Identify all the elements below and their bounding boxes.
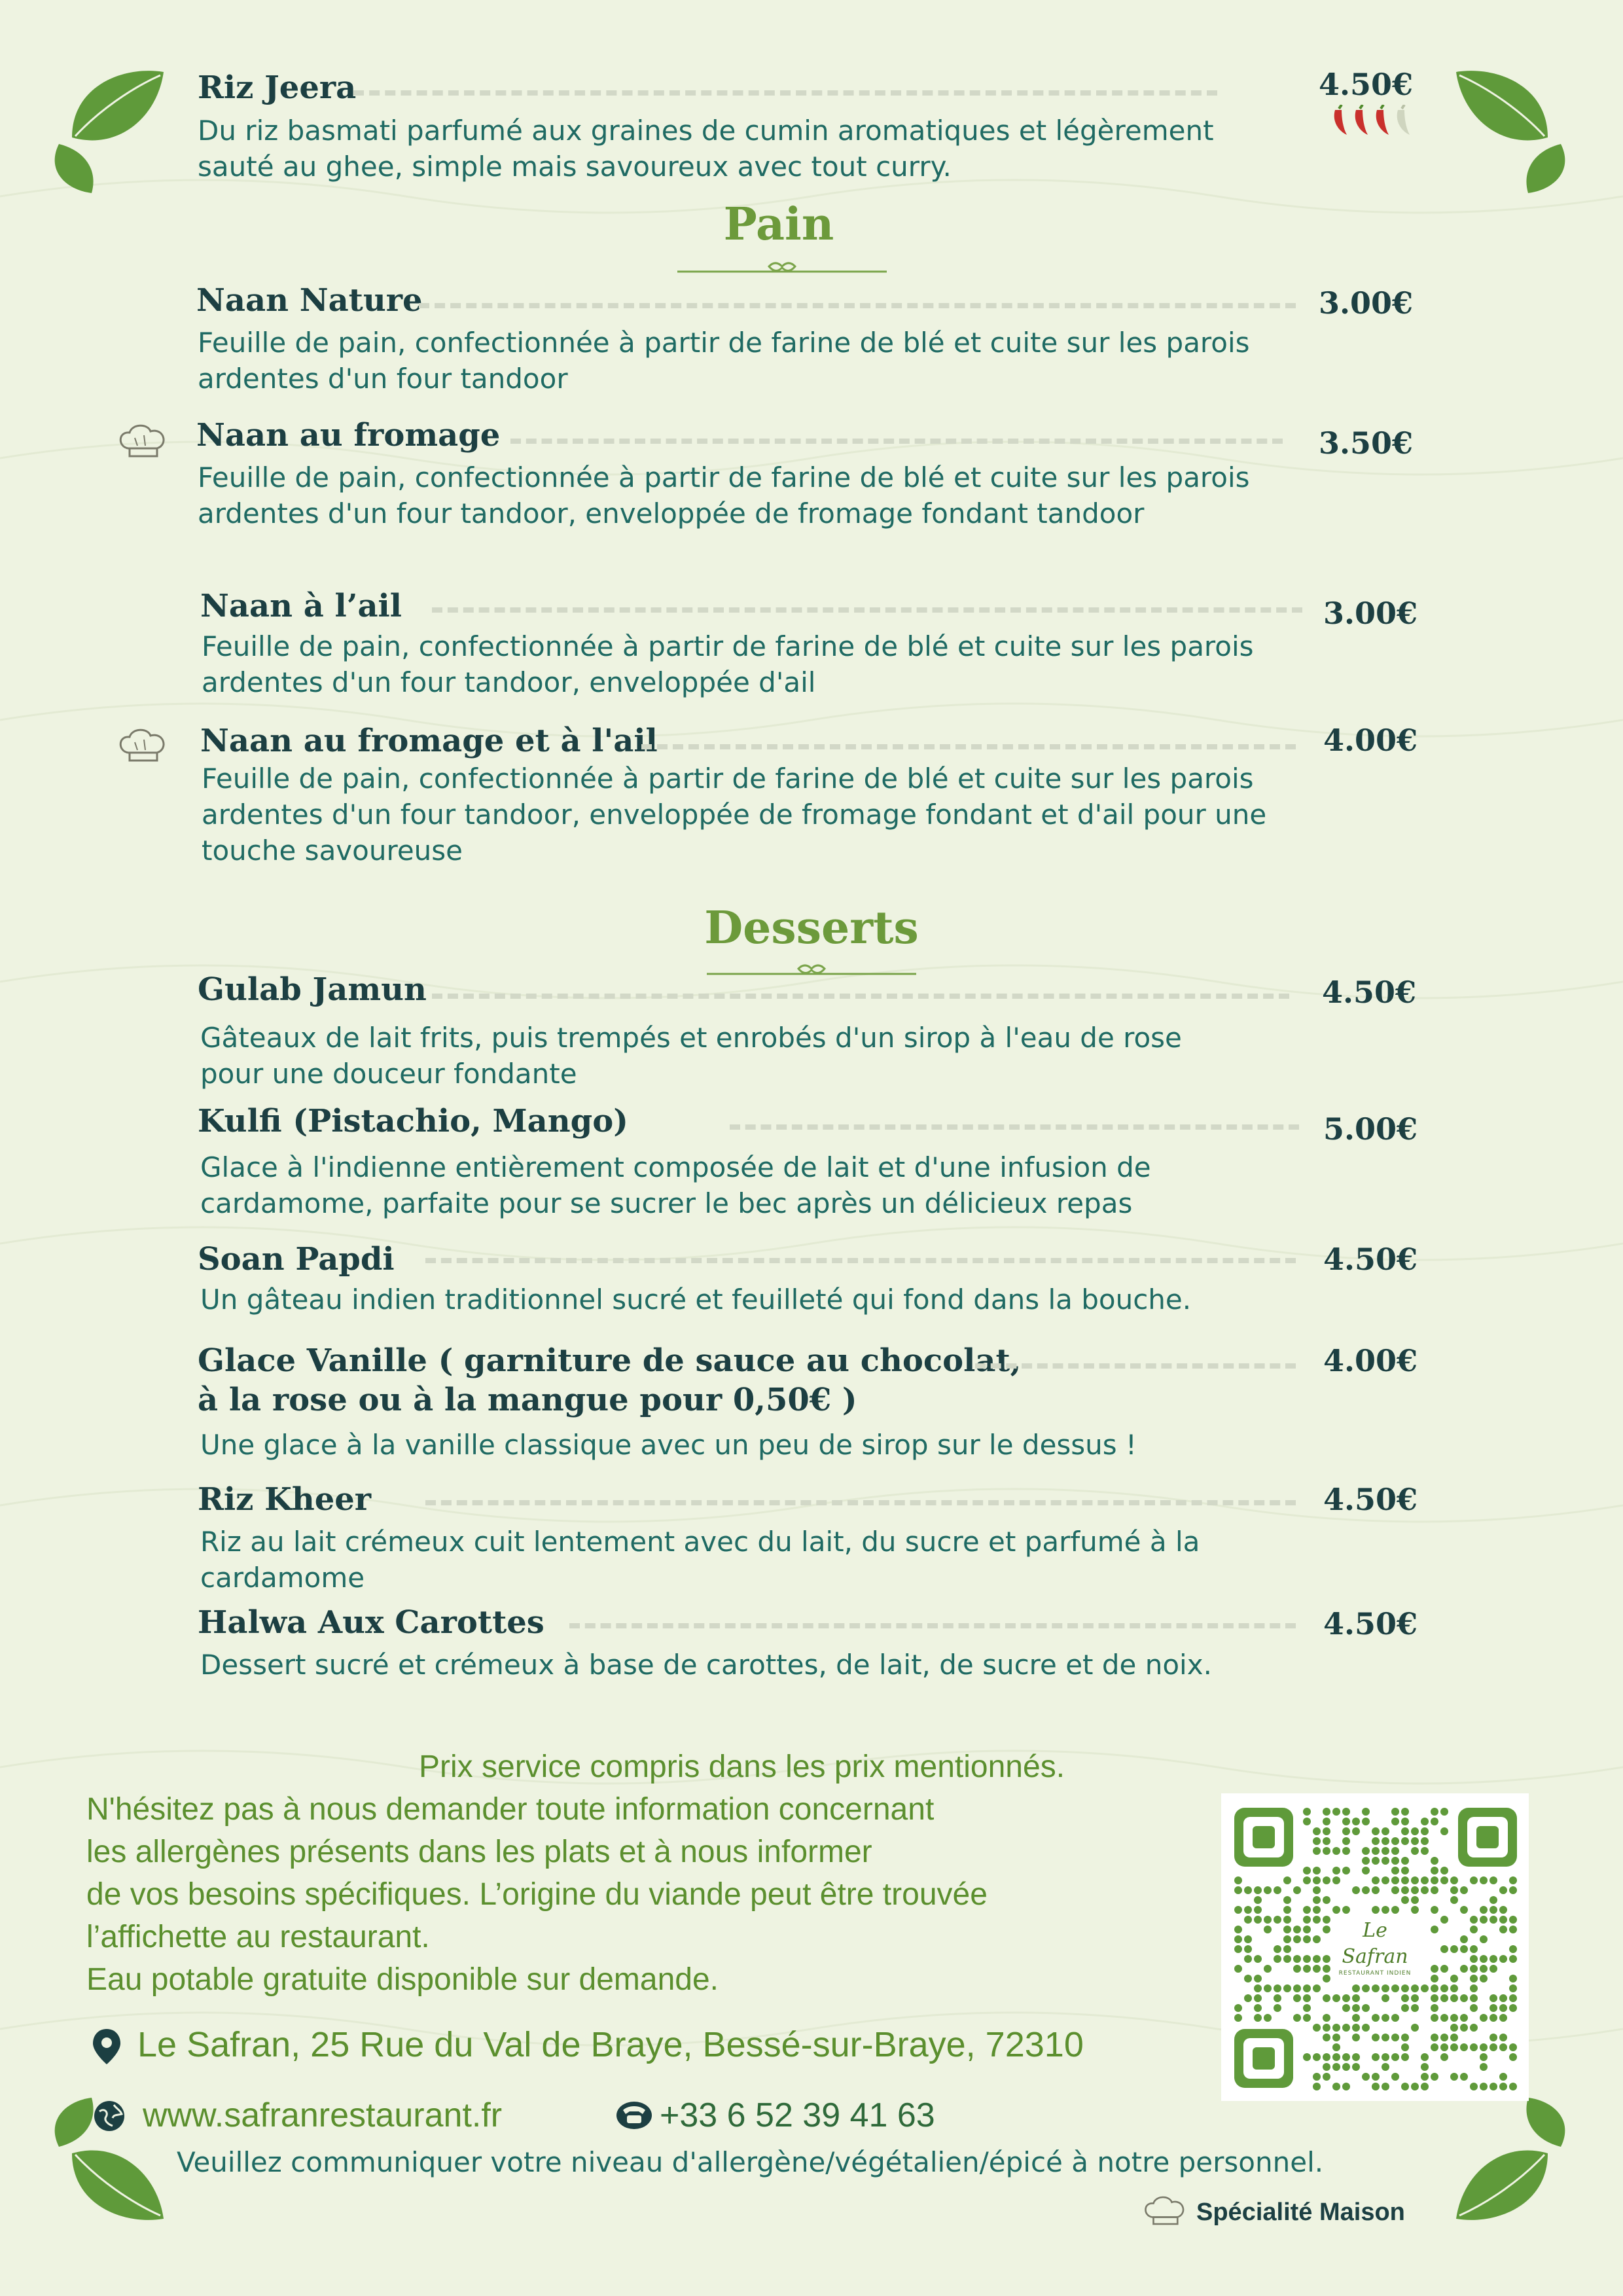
item-description: Une glace à la vanille classique avec un peu de sirop sur le dessus !	[200, 1429, 1137, 1461]
item-name: Halwa Aux Carottes	[198, 1604, 544, 1641]
item-description: Feuille de pain, confectionnée à partir de farine de blé et cuite sur les parois ardentes d'un four tandoor	[198, 327, 1250, 395]
leaf-icon	[46, 59, 170, 196]
phone-number[interactable]: +33 6 52 39 41 63	[660, 2096, 935, 2134]
qr-code[interactable]	[1221, 1793, 1529, 2101]
ornament-divider	[707, 962, 916, 982]
dotted-leader	[425, 1258, 1296, 1263]
item-description: Feuille de pain, confectionnée à partir de farine de blé et cuite sur les parois ardentes d'un four tandoor, enveloppée de fromage fondant et d'ail pour une touche savoureuse	[202, 762, 1267, 867]
ornament-divider	[677, 259, 887, 278]
dotted-leader	[569, 1623, 1296, 1628]
item-description: Gâteaux de lait frits, puis trempés et enrobés d'un sirop à l'eau de rose pour une douceur fondante	[200, 1022, 1182, 1090]
item-description: Du riz basmati parfumé aux graines de cumin aromatiques et légèrement sauté au ghee, simple mais savoureux avec tout curry.	[198, 115, 1214, 183]
item-price: 4.00€	[1323, 1343, 1418, 1378]
item-name: Kulfi (Pistachio, Mango)	[198, 1103, 628, 1139]
chef-hat-icon	[116, 726, 169, 763]
item-price: 3.00€	[1319, 285, 1414, 321]
address: Le Safran, 25 Rue du Val de Braye, Bessé-sur-Braye, 72310	[137, 2025, 1084, 2064]
website-link[interactable]: www.safranrestaurant.fr	[143, 2096, 503, 2134]
section-title-pain: Pain	[723, 198, 834, 251]
specialite-legend: Spécialité Maison	[1196, 2198, 1405, 2226]
item-name: Gulab Jamun	[198, 971, 427, 1008]
section-title-desserts: Desserts	[704, 902, 919, 954]
item-price: 4.50€	[1322, 975, 1417, 1010]
dotted-leader	[425, 1500, 1296, 1505]
item-name: Naan au fromage et à l'ail	[200, 723, 658, 759]
item-price: 4.50€	[1323, 1242, 1418, 1277]
allergen-info-line: les allergènes présents dans les plats et à nous informer	[86, 1835, 872, 1869]
globe-icon	[93, 2100, 126, 2132]
dotted-leader	[432, 607, 1302, 613]
item-description: Riz au lait crémeux cuit lentement avec du lait, du sucre et parfumé à la cardamome	[200, 1526, 1200, 1594]
item-description: Glace à l'indienne entièrement composée de lait et d'une infusion de cardamome, parfaite pour se sucrer le bec après un délicieux repas	[200, 1151, 1151, 1219]
item-price: 4.50€	[1323, 1482, 1418, 1517]
leaf-icon	[1450, 59, 1574, 196]
item-price: 3.00€	[1323, 596, 1418, 631]
item-name: Naan à l’ail	[200, 588, 402, 624]
allergen-info-line: de vos besoins spécifiques. L’origine du viande peut être trouvée	[86, 1877, 988, 1912]
leaf-icon	[1450, 2094, 1574, 2232]
dotted-leader	[353, 90, 1217, 96]
dotted-leader	[510, 439, 1283, 444]
water-note: Eau potable gratuite disponible sur demande.	[86, 1962, 719, 1997]
item-price: 4.50€	[1323, 1606, 1418, 1641]
item-description: Dessert sucré et crémeux à base de carottes, de lait, de sucre et de noix.	[200, 1649, 1212, 1681]
item-name: Riz Kheer	[198, 1481, 372, 1518]
dotted-leader	[975, 1363, 1296, 1369]
dotted-leader	[432, 994, 1289, 999]
item-name: à la rose ou à la mangue pour 0,50€ )	[198, 1382, 857, 1418]
chili-pepper-icon	[1329, 105, 1423, 137]
item-name: Naan Nature	[196, 282, 423, 319]
item-name: Riz Jeera	[198, 69, 357, 106]
item-name: Soan Papdi	[198, 1241, 395, 1278]
allergy-notice: Veuillez communiquer votre niveau d'allergène/végétalien/épicé à notre personnel.	[177, 2146, 1324, 2178]
qr-logo-name: Le Safran	[1342, 1919, 1408, 1968]
chef-hat-icon	[116, 422, 169, 459]
item-price: 5.00€	[1323, 1111, 1418, 1147]
dotted-leader	[730, 1124, 1299, 1130]
item-description: Un gâteau indien traditionnel sucré et feuilleté qui fond dans la bouche.	[200, 1283, 1192, 1316]
item-description: Feuille de pain, confectionnée à partir de farine de blé et cuite sur les parois ardentes d'un four tandoor, enveloppée de fromage fondant tandoor	[198, 461, 1250, 529]
qr-logo-sub: RESTAURANT INDIEN	[1338, 1970, 1412, 1977]
phone-icon	[615, 2098, 653, 2130]
qr-logo	[1332, 1918, 1418, 1977]
dotted-leader	[419, 303, 1296, 308]
dotted-leader	[641, 744, 1296, 749]
item-name: Naan au fromage	[196, 417, 501, 454]
item-price: 4.00€	[1323, 723, 1418, 758]
item-price: 4.50€	[1319, 67, 1414, 102]
item-description: Feuille de pain, confectionnée à partir de farine de blé et cuite sur les parois ardentes d'un four tandoor, enveloppée d'ail	[202, 630, 1254, 698]
service-note: Prix service compris dans les prix mentionnés.	[419, 1749, 1065, 1784]
item-name: Glace Vanille ( garniture de sauce au chocolat,	[198, 1342, 1022, 1379]
allergen-info-line: N'hésitez pas à nous demander toute information concernant	[86, 1792, 935, 1827]
item-price: 3.50€	[1319, 425, 1414, 461]
location-pin-icon	[92, 2028, 122, 2066]
allergen-info-line: l’affichette au restaurant.	[86, 1920, 430, 1954]
chef-hat-icon	[1142, 2194, 1188, 2227]
